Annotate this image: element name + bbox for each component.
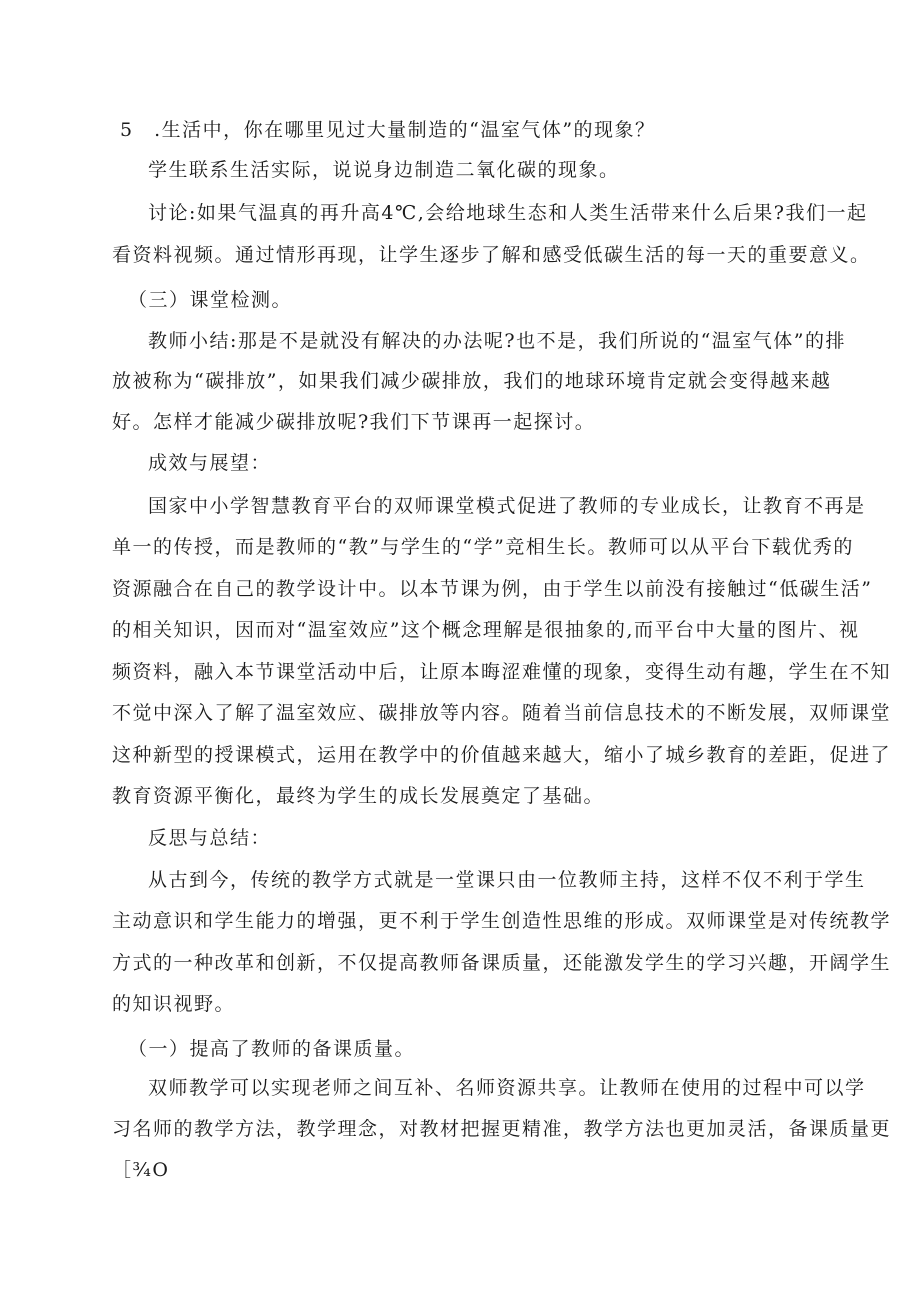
paragraph-line: 不觉中深入了解了温室效应、碳排放等内容。随着当前信息技术的不断发展，双师课堂: [112, 702, 892, 724]
paragraph-line: 好。怎样才能减少碳排放呢?我们下节课再一起探讨。: [112, 411, 596, 433]
section-heading: 反思与总结：: [148, 827, 272, 849]
section-heading: （一）提高了教师的备课质量。: [128, 1038, 416, 1060]
paragraph-line: 教育资源平衡化，最终为学生的成长发展奠定了基础。: [112, 785, 605, 807]
paragraph-line: 单一的传授，而是教师的“教”与学生的“学”竞相生长。教师可以从平台下载优秀的: [112, 536, 854, 558]
paragraph-line: 习名师的教学方法，教学理念，对教材把握更精准，教学方法也更加灵活，备课质量更: [112, 1118, 892, 1140]
paragraph-line: 的知识视野。: [112, 993, 236, 1015]
paragraph-line: 双师教学可以实现老师之间互补、名师资源共享。让教师在使用的过程中可以学: [148, 1077, 866, 1099]
section-heading: 成效与展望：: [148, 452, 272, 474]
paragraph-line: 的相关知识，因而对“温室效应”这个概念理解是很抽象的,而平台中大量的图片、视: [112, 619, 860, 641]
paragraph-line: 5 .生活中，你在哪里见过大量制造的“温室气体”的现象？: [120, 119, 656, 141]
paragraph-line: 方式的一种改革和创新，不仅提高教师备课质量，还能激发学生的学习兴趣，开阔学生: [112, 952, 892, 974]
paragraph-line: ［¾O: [112, 1159, 170, 1181]
paragraph-line: 教师小结:那是不是就没有解决的办法呢?也不是，我们所说的“温室气体”的排: [148, 330, 847, 352]
paragraph-line: 频资料，融入本节课堂活动中后，让原本晦涩难懂的现象，变得生动有趣，学生在不知: [112, 661, 892, 683]
paragraph-line: 看资料视频。通过情形再现，让学生逐步了解和感受低碳生活的每一天的重要意义。: [112, 244, 871, 266]
paragraph-line: 放被称为“碳排放”，如果我们减少碳排放，我们的地球环境肯定就会变得越来越: [112, 370, 832, 392]
paragraph-line: 主动意识和学生能力的增强，更不利于学生创造性思维的形成。双师课堂是对传统教学: [112, 910, 892, 932]
paragraph-line: 这种新型的授课模式，运用在教学中的价值越来越大，缩小了城乡教育的差距，促进了: [112, 744, 892, 766]
paragraph-line: 学生联系生活实际，说说身边制造二氧化碳的现象。: [148, 159, 620, 181]
paragraph-line: 从古到今，传统的教学方式就是一堂课只由一位教师主持，这样不仅不利于学生: [148, 869, 866, 891]
section-heading: （三）课堂检测。: [128, 289, 293, 311]
paragraph-line: 讨论:如果气温真的再升高4℃,会给地球生态和人类生活带来什么后果?我们一起: [148, 202, 868, 224]
paragraph-line: 国家中小学智慧教育平台的双师课堂模式促进了教师的专业成长，让教育不再是: [148, 495, 866, 517]
paragraph-line: 资源融合在自己的教学设计中。以本节课为例，由于学生以前没有接触过“低碳生活”: [112, 578, 873, 600]
